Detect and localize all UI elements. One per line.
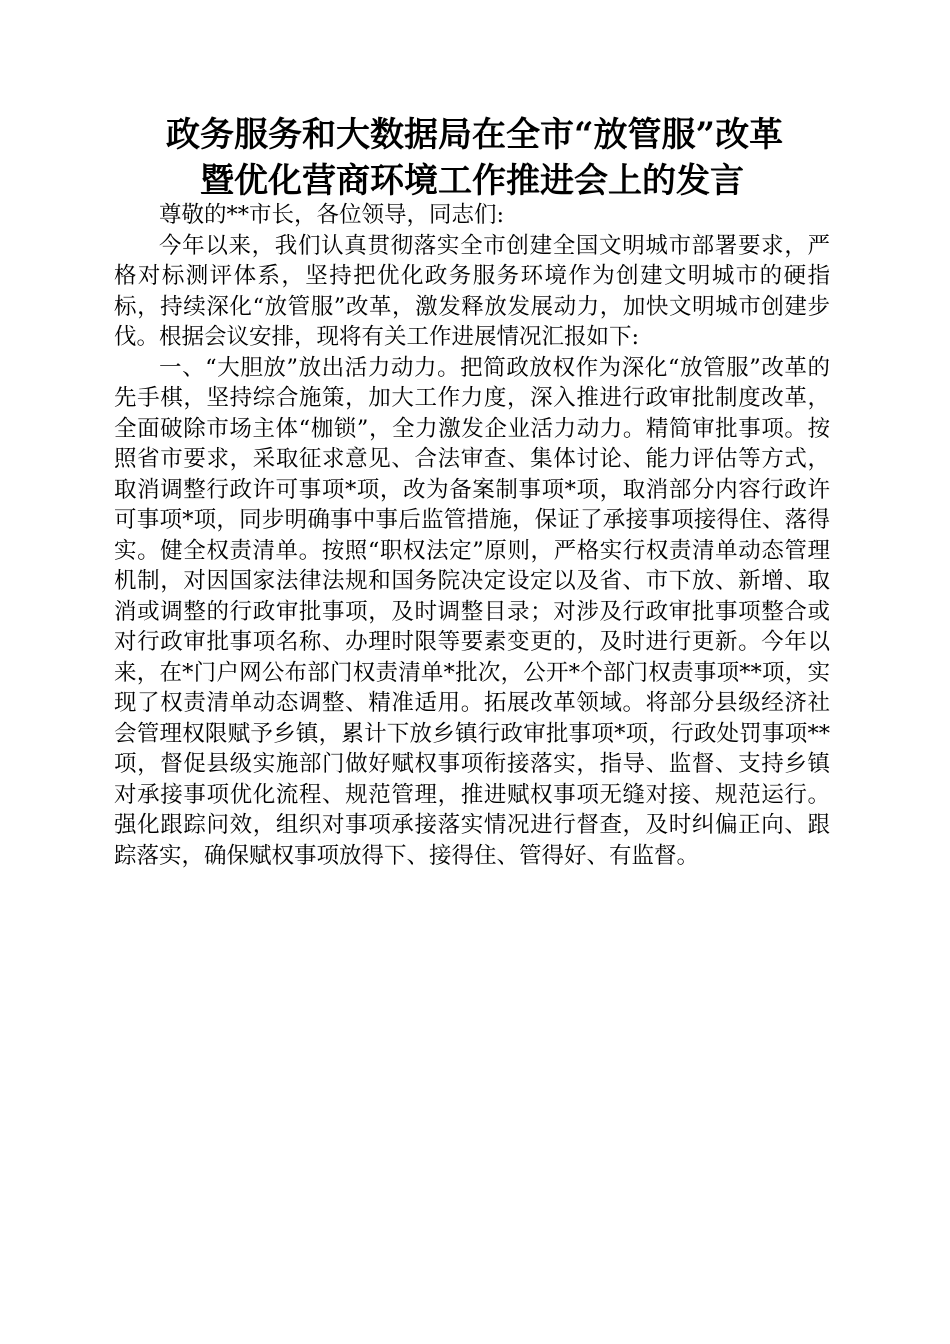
title-line-1: 政务服务和大数据局在全市“放管服”改革: [166, 115, 784, 155]
document-body: [114, 200, 830, 871]
title-line-2: 暨优化营商环境工作推进会上的发言: [200, 161, 744, 201]
paragraph-section-1: 一、“大胆放”放出活力动力。把简政放权作为深化“放管服”改革的先手棋，坚持综合施策，加大工作力度，深入推进行政审批制度改革，全面破除市场主体“枷锁”，全力激发企业活力动力。精简审批事项。按照省市要求，采取征求意见、合法审查、集体讨论、能力评估等方式，取消调整行政许可事项*项，改为备案制事项*项，取消部分内容行政许可事项*项，同步明确事中事后监管措施，保证了承接事项接得住、落得实。健全权责清单。按照“职权法定”原则，严格实行权责清单动态管理机制，对因国家法律法规和国务院决定设定以及省、市下放、新增、取消或调整的行政审批事项，及时调整目录；对涉及行政审批事项整合或对行政审批事项名称、办理时限等要素变更的，及时进行更新。今年以来，在*门户网公布部门权责清单*批次，公开*个部门权责事项**项，实现了权责清单动态调整、精准适用。拓展改革领域。将部分县级经济社会管理权限赋予乡镇，累计下放乡镇行政审批事项*项，行政处罚事项**项，督促县级实施部门做好赋权事项衔接落实，指导、监督、支持乡镇对承接事项优化流程、规范管理，推进赋权事项无缝对接、规范运行。强化跟踪问效，组织对事项承接落实情况进行督查，及时纠偏正向、跟踪落实，确保赋权事项放得下、接得住、管得好、有监督。: [114, 354, 830, 869]
paragraph-intro: 今年以来，我们认真贯彻落实全市创建全国文明城市部署要求，严格对标测评体系，坚持把优化政务服务环境作为创建文明城市的硬指标，持续深化“放管服”改革，激发释放发展动力，加快文明城市创建步伐。根据会议安排，现将有关工作进展情况汇报如下:: [114, 232, 830, 350]
salutation: 尊敬的**市长，各位领导，同志们:: [159, 202, 505, 228]
document-title: [150, 112, 850, 204]
